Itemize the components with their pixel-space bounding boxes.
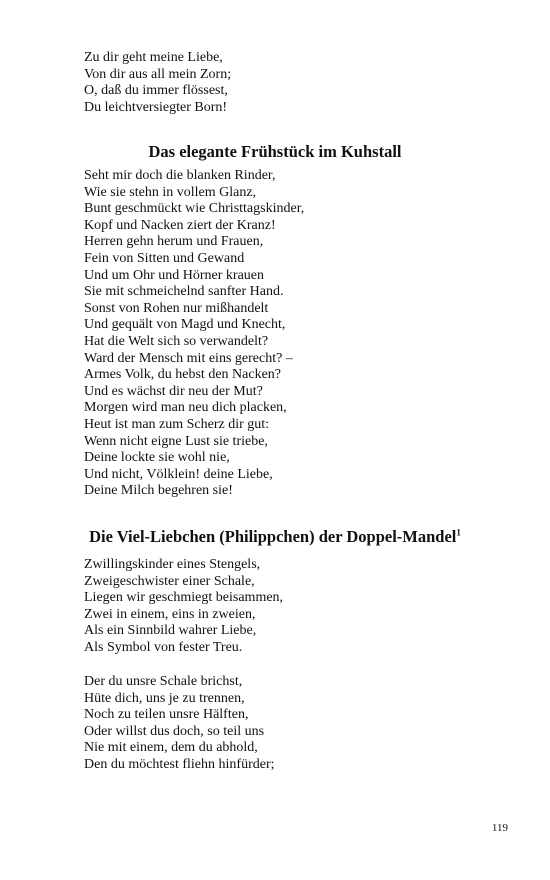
verse-line: Sie mit schmeichelnd sanfter Hand. <box>84 284 284 300</box>
poem-title-text: Die Viel-Liebchen (Philippchen) der Doppel-Mandel <box>89 527 457 546</box>
verse-line: Deine Milch begehren sie! <box>84 483 233 499</box>
verse-line: Bunt geschmückt wie Christtagskinder, <box>84 201 305 217</box>
verse-line: Und gequält von Magd und Knecht, <box>84 317 286 333</box>
verse-line: Ward der Mensch mit eins gerecht? – <box>84 350 293 366</box>
poem-title-1 <box>40 142 510 162</box>
page-number: 119 <box>491 822 508 834</box>
verse-line: Oder willst dus doch, so teil uns <box>84 723 265 739</box>
verse-line: Heut ist man zum Scherz dir gut: <box>84 416 270 432</box>
verse-line: Kopf und Nacken ziert der Kranz! <box>84 217 276 233</box>
verse-line: Zu dir geht meine Liebe, <box>84 50 223 65</box>
verse-line: Hat die Welt sich so verwandelt? <box>84 333 269 349</box>
verse-line: Wie sie stehn in vollem Glanz, <box>84 184 257 200</box>
poem-1-body <box>84 168 484 500</box>
verse-line: Hüte dich, uns je zu trennen, <box>84 690 245 706</box>
verse-line: Fein von Sitten und Gewand <box>84 250 245 266</box>
poem-title-text: Das elegante Frühstück im Kuhstall <box>148 142 402 161</box>
verse-line: Armes Volk, du hebst den Nacken? <box>84 367 281 383</box>
verse-line: O, daß du immer flössest, <box>84 83 228 99</box>
stanza-top <box>84 50 484 116</box>
verse-line: Der du unsre Schale brichst, <box>84 674 243 689</box>
poem-title-2 <box>40 527 510 547</box>
poem-2-stanza-2 <box>84 674 484 774</box>
verse-line: Und nicht, Völklein! deine Liebe, <box>84 466 273 482</box>
verse-line: Den du möchtest fliehn hinfürder; <box>84 756 275 772</box>
verse-line: Zwillingskinder eines Stengels, <box>84 557 261 572</box>
verse-line: Als ein Sinnbild wahrer Liebe, <box>84 623 257 639</box>
verse-line: Liegen wir geschmiegt beisammen, <box>84 590 284 606</box>
poem-2-stanza-1 <box>84 557 484 657</box>
verse-line: Herren gehn herum und Frauen, <box>84 234 264 250</box>
verse-line: Als Symbol von fester Treu. <box>84 639 243 655</box>
verse-line: Zwei in einem, eins in zweien, <box>84 606 256 622</box>
verse-line: Du leichtversiegter Born! <box>84 99 228 115</box>
verse-line: Morgen wird man neu dich placken, <box>84 400 287 416</box>
verse-line: Und es wächst dir neu der Mut? <box>84 383 263 399</box>
verse-line: Deine lockte sie wohl nie, <box>84 450 230 466</box>
verse-line: Wenn nicht eigne Lust sie triebe, <box>84 433 268 449</box>
verse-line: Und um Ohr und Hörner krauen <box>84 267 265 283</box>
verse-line: Noch zu teilen unsre Hälften, <box>84 707 249 723</box>
verse-line: Nie mit einem, dem du abhold, <box>84 740 258 756</box>
verse-line: Seht mir doch die blanken Rinder, <box>84 168 276 183</box>
footnote-mark: 1 <box>456 527 461 538</box>
verse-line: Zweigeschwister einer Schale, <box>84 573 255 589</box>
verse-line: Von dir aus all mein Zorn; <box>84 66 232 82</box>
verse-line: Sonst von Rohen nur mißhandelt <box>84 300 269 316</box>
